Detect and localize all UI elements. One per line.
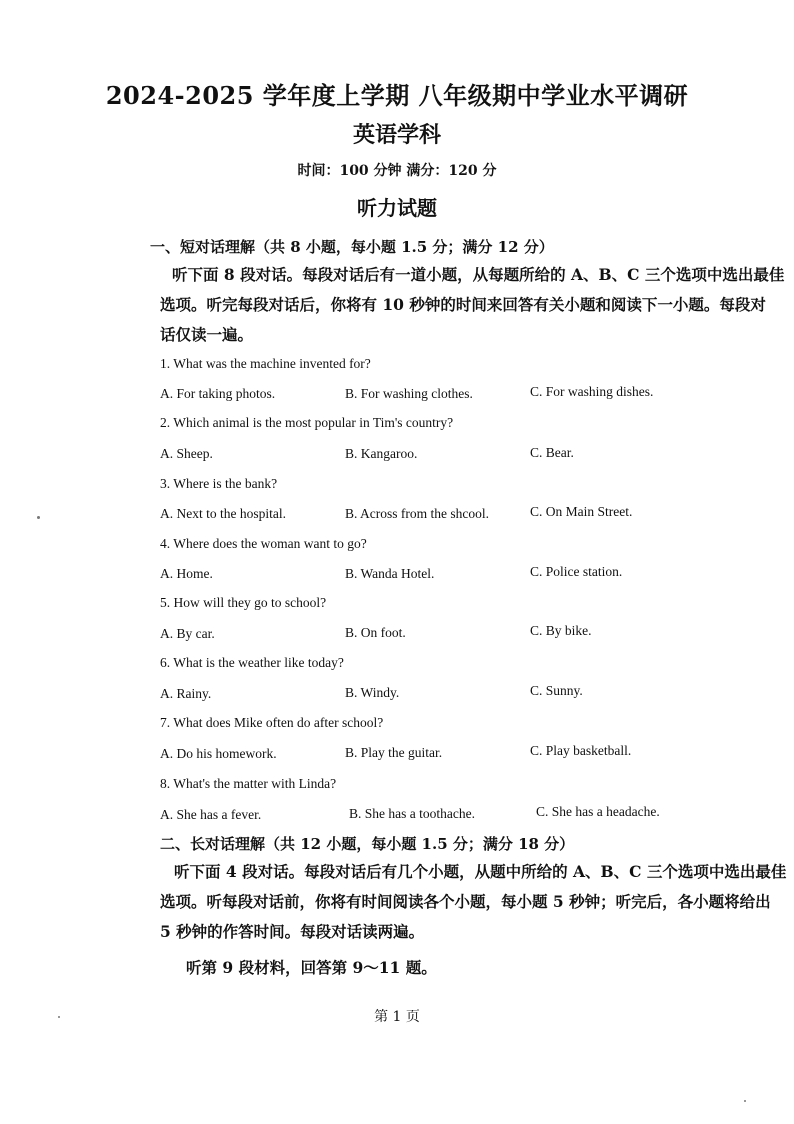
section1-instruction-line-3: 话仅读一遍。 <box>160 325 254 344</box>
question-2-option-b: B. Kangaroo. <box>345 446 418 461</box>
question-8-option-a: A. She has a fever. <box>160 807 262 822</box>
question-3: 3. Where is the bank? <box>160 476 278 491</box>
question-5: 5. How will they go to school? <box>160 595 327 610</box>
section1-heading: 一、短对话理解（共 8 小题，每小题 1.5 分；满分 12 分） <box>150 238 554 256</box>
question-4-option-c: C. Police station. <box>530 564 623 579</box>
question-7-option-a: A. Do his homework. <box>160 746 277 761</box>
section2-instruction-line-3: 5 秒钟的作答时间。每段对话读两遍。 <box>160 922 425 941</box>
question-7: 7. What does Mike often do after school? <box>160 715 384 730</box>
part-title: 听力试题 <box>357 196 437 220</box>
question-6: 6. What is the weather like today? <box>160 655 344 670</box>
exam-title: 2024-2025 学年度上学期 八年级期中学业水平调研 <box>105 81 689 110</box>
question-5-option-a: A. By car. <box>160 626 215 641</box>
section2-instruction-line-1: 听下面 4 段对话。每段对话后有几个小题，从题中所给的 A、B、C 三个选项中选出最佳 <box>174 862 787 881</box>
question-8-option-c: C. She has a headache. <box>536 804 660 819</box>
question-5-option-b: B. On foot. <box>345 625 406 640</box>
question-7-option-c: C. Play basketball. <box>530 743 632 758</box>
question-3-option-c: C. On Main Street. <box>530 504 633 519</box>
time-and-score: 时间：100 分钟 满分：120 分 <box>297 163 497 179</box>
scan-speck <box>58 1016 60 1018</box>
section2-sub-instruction: 听第 9 段材料，回答第 9～11 题。 <box>186 958 437 977</box>
question-3-option-a: A. Next to the hospital. <box>160 506 286 521</box>
question-6-option-b: B. Windy. <box>345 685 400 700</box>
question-4: 4. Where does the woman want to go? <box>160 536 367 551</box>
question-8-option-b: B. She has a toothache. <box>349 806 475 821</box>
section1-instruction-line-2: 选项。听完每段对话后，你将有 10 秒钟的时间来回答有关小题和阅读下一小题。每段对 <box>160 295 766 314</box>
section2-instruction-line-2: 选项。听每段对话前，你将有时间阅读各个小题，每小题 5 秒钟；听完后，各小题将给出 <box>160 892 771 911</box>
question-4-option-b: B. Wanda Hotel. <box>345 566 435 581</box>
question-2: 2. Which animal is the most popular in Tim's country? <box>160 415 454 430</box>
question-1-option-c: C. For washing dishes. <box>530 384 654 399</box>
page-number: 第 1 页 <box>374 1009 420 1025</box>
question-6-option-a: A. Rainy. <box>160 686 212 701</box>
question-2-option-a: A. Sheep. <box>160 446 213 461</box>
subject-title: 英语学科 <box>352 122 441 148</box>
question-1-option-a: A. For taking photos. <box>160 386 276 401</box>
question-3-option-b: B. Across from the shcool. <box>345 506 489 521</box>
question-6-option-c: C. Sunny. <box>530 683 583 698</box>
question-4-option-a: A. Home. <box>160 566 213 581</box>
question-1-option-b: B. For washing clothes. <box>345 386 473 401</box>
section1-instruction-line-1: 听下面 8 段对话。每段对话后有一道小题，从每题所给的 A、B、C 三个选项中选出最佳 <box>172 265 785 284</box>
question-5-option-c: C. By bike. <box>530 623 592 638</box>
section2-heading: 二、长对话理解（共 12 小题，每小题 1.5 分；满分 18 分） <box>160 835 575 853</box>
question-8: 8. What's the matter with Linda? <box>160 776 337 791</box>
question-2-option-c: C. Bear. <box>530 445 574 460</box>
scan-speck <box>37 516 40 519</box>
scan-speck <box>744 1100 746 1102</box>
question-7-option-b: B. Play the guitar. <box>345 745 443 760</box>
question-1: 1. What was the machine invented for? <box>160 356 371 371</box>
